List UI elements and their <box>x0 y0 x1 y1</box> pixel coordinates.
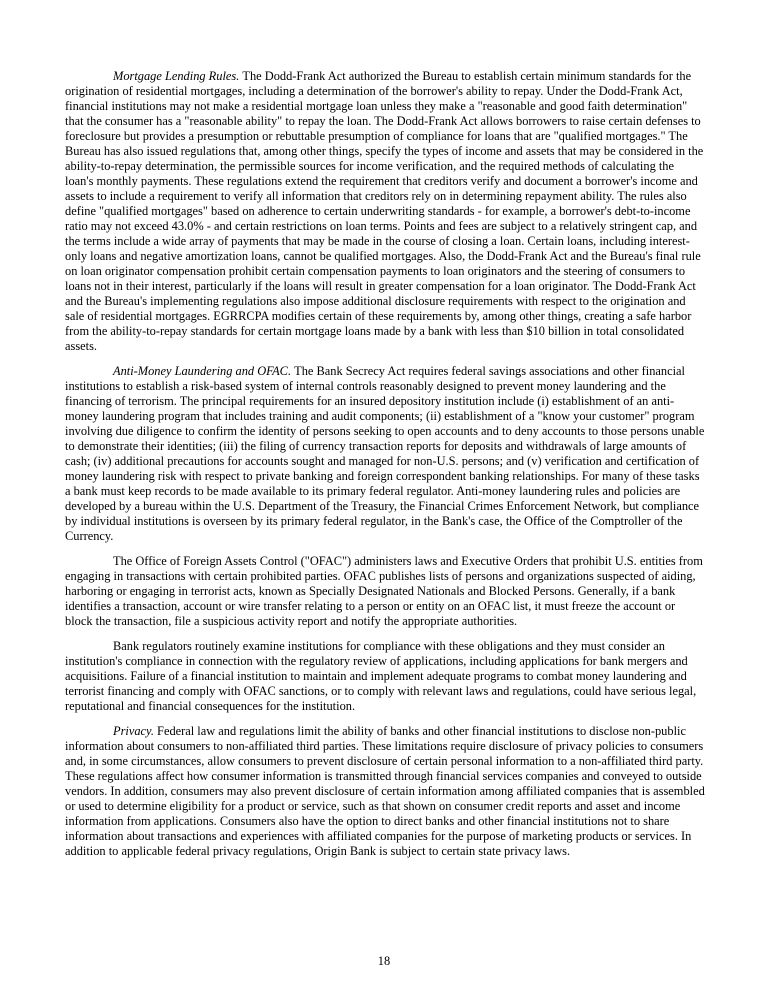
paragraph-lead-privacy: Privacy. <box>113 724 158 738</box>
paragraph-lead-anti-money-laundering-ofac: Anti-Money Laundering and OFAC. <box>113 364 295 378</box>
paragraph-lead-mortgage-lending-rules: Mortgage Lending Rules. <box>113 69 243 83</box>
page-number: 18 <box>377 954 391 968</box>
paragraph-text: The Dodd-Frank Act authorized the Bureau to establish certain minimum standards for the origination of residential mortgages, including a determination of the borrower's ability to repay. Under the Dodd-Frank Act, financial institutions may not make a residential mortgage loan unless they make a "reasonable and good faith determination" that the consumer has a "reasonable ability" to repay the loan. The Dodd-Frank Act allows borrowers to raise certain defenses to foreclosure but provides a presumption or rebuttable presumption of compliance for loans that are "qualified mortgages." The Bureau has also issued regulations that, among other things, specify the types of income and assets that may be considered in the ability-to-repay determination, the permissible sources for income verification, and the required methods of calculating the loan's monthly payments. These regulations extend the requirement that creditors verify and document a borrower's income and assets to include a requirement to verify all information that creditors rely on in determining repayment ability. The rules also define "qualified mortgages" based on adherence to certain underwriting standards - for example, a borrower's debt-to-income ratio may not exceed 43.0% - and certain restrictions on loan terms. Points and fees are subject to a relatively stringent cap, and the terms include a wide array of payments that may be made in the course of closing a loan. Certain loans, including interest-only loans and negative amortization loans, cannot be qualified mortgages. Also, the Dodd-Frank Act and the Bureau's final rule on loan originator compensation prohibit certain compensation payments to loan originators and the steering of consumers to loans not in their interest, particularly if the loans will result in greater compensation for a loan originator. The Dodd-Frank Act and the Bureau's implementing regulations also impose additional disclosure requirements with respect to the origination and sale of residential mortgages. EGRRCPA modifies certain of these requirements by, among other things, creating a safe harbor from the ability-to-repay standards for certain mortgage loans made by a bank with less than $10 billion in total consolidated assets. <box>65 69 704 353</box>
paragraph-bank-regulators <box>65 639 705 714</box>
paragraph-text: Bank regulators routinely examine institutions for compliance with these obligations and they must consider an institution's compliance in connection with the regulatory review of applications, including applications for bank mergers and acquisitions. Failure of a financial institution to maintain and implement adequate programs to combat money laundering and terrorist financing and comply with OFAC sanctions, or to comply with relevant laws and regulations, could have serious legal, reputational and financial consequences for the institution. <box>65 639 697 713</box>
document-body <box>65 69 705 869</box>
paragraph-text: The Office of Foreign Assets Control ("OFAC") administers laws and Executive Orders that prohibit U.S. entities from engaging in transactions with certain prohibited parties. OFAC publishes lists of persons and organizations suspected of aiding, harboring or engaging in terrorist acts, known as Specially Designated Nationals and Blocked Persons. Generally, if a bank identifies a transaction, account or wire transfer relating to a person or entity on an OFAC list, it must freeze the account or block the transaction, file a suspicious activity report and notify the appropriate authorities. <box>65 554 703 628</box>
paragraph-text: Federal law and regulations limit the ability of banks and other financial institutions to disclose non-public information about consumers to non-affiliated third parties. These limitations require disclosure of privacy policies to consumers and, in some circumstances, allow consumers to prevent disclosure of certain personal information to a non-affiliated third party. These regulations affect how consumer information is transmitted through financial services companies and conveyed to outside vendors. In addition, consumers may also prevent disclosure of certain information among affiliated companies that is assembled or used to determine eligibility for a product or service, such as that shown on consumer credit reports and asset and income information from applications. Consumers also have the option to direct banks and other financial institutions not to share information about transactions and experiences with affiliated companies for the purpose of marketing products or services. In addition to applicable federal privacy regulations, Origin Bank is subject to certain state privacy laws. <box>65 724 705 858</box>
paragraph-ofac-administers <box>65 554 705 629</box>
paragraph-privacy <box>65 724 705 859</box>
paragraph-anti-money-laundering-ofac <box>65 364 705 544</box>
paragraph-mortgage-lending-rules <box>65 69 705 354</box>
paragraph-text: The Bank Secrecy Act requires federal savings associations and other financial institutions to establish a risk-based system of internal controls reasonably designed to prevent money laundering and the financing of terrorism. The principal requirements for an insured depository institution include (i) establishment of an anti-money laundering program that includes training and audit components; (ii) establishment of a "know your customer" program involving due diligence to confirm the identity of persons seeking to open accounts and to deny accounts to those persons unable to demonstrate their identities; (iii) the filing of currency transaction reports for deposits and withdrawals of large amounts of cash; (iv) additional precautions for accounts sought and managed for non-U.S. persons; and (v) verification and certification of money laundering risk with respect to private banking and foreign correspondent banking relationships. For many of these tasks a bank must keep records to be made available to its primary federal regulator. Anti-money laundering rules and policies are developed by a bureau within the U.S. Department of the Treasury, the Financial Crimes Enforcement Network, but compliance by individual institutions is overseen by its primary federal regulator, in the Bank's case, the Office of the Comptroller of the Currency. <box>65 364 705 543</box>
